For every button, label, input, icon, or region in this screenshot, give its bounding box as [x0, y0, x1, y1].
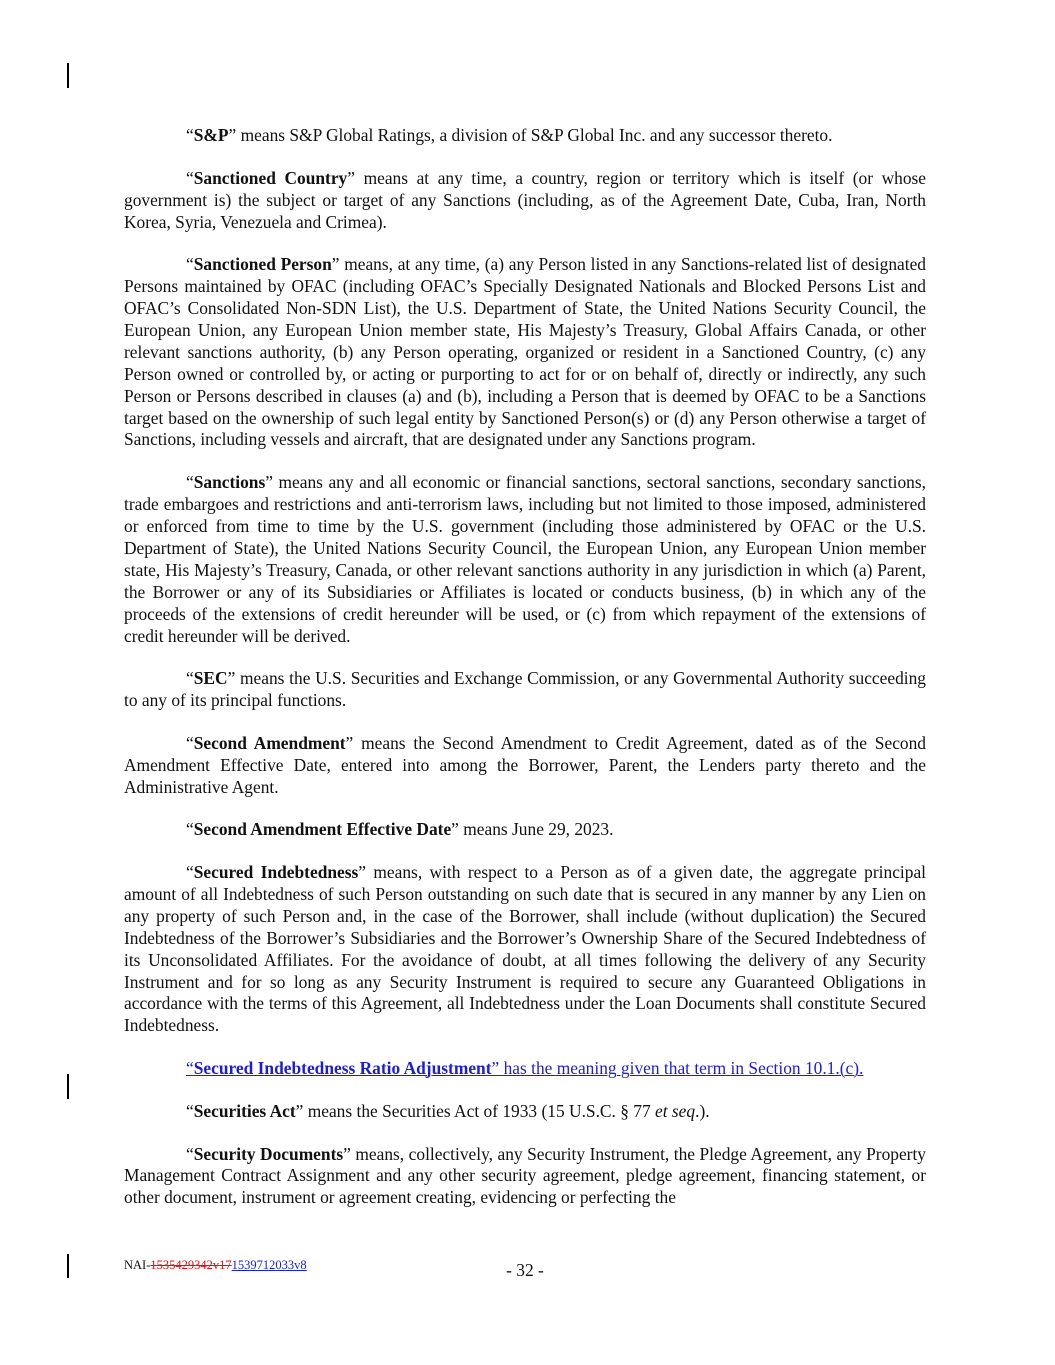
definition-term: Sanctions [193, 472, 266, 493]
definition-term: Second Amendment Effective Date [193, 819, 452, 840]
definition-securities-act: “Securities Act” means the Securities Act of 1933 (15 U.S.C. § 77 et seq.). [186, 1100, 710, 1121]
definition-term: S&P [193, 125, 229, 145]
page-footer [124, 1258, 926, 1288]
page-number: - 32 - [506, 1260, 544, 1280]
definition-sec: “SEC” means the U.S. Securities and Exchange Commission, or any Governmental Authority succeeding to any of its principal functions. [124, 668, 926, 711]
definition-text: means June 29, 2023. [458, 819, 614, 840]
definition-sanctioned-country: “Sanctioned Country” means at any time, a country, region or territory which is itself (or whose government is) the subject or target of any Sanctions (including, as of the Agreement Date, Cuba, Iran, North Korea, Syria, Venezuela and Crimea). [124, 167, 927, 232]
definition-term: Secured Indebtedness Ratio Adjustment [193, 1058, 492, 1079]
definition-sp: “S&P” means S&P Global Ratings, a division of S&P Global Inc. and any successor thereto. [186, 125, 833, 145]
definition-italic-text: et seq [655, 1100, 696, 1121]
definition-term: Security Documents [193, 1143, 344, 1164]
definition-sanctions: “Sanctions” means any and all economic or financial sanctions, sectoral sanctions, secondary sanctions, trade embargoes and restrictions and anti-terrorism laws, including but not limited to those imposed, administered or enforced from time to time by the U.S. government (including those administered by OFAC or the U.S. Department of State), the United Nations Security Council, the European Union, any European Union member state, His Majesty’s Treasury, Canada, or other relevant sanctions authority in any jurisdiction in which (a) Parent, the Borrower or any of its Subsidiaries or Affiliates is located or conducts business, (b) in which any of the proceeds of the extensions of credit hereunder will be used, or (c) from which repayment of the extensions of credit hereunder will be derived. [124, 472, 926, 646]
definition-text: means, with respect to a Person as of a given date, the aggregate principal amount of all Indebtedness of such Person outstanding on such date that is secured in any manner by any Lien on any property of such Person and, in the case of the Borrower, shall include (without duplication) the Secured Indebtedness of the Borrower’s Subsidiaries and the Borrower’s Ownership Share of the Secured Indebtedness of its Unconsolidated Affiliates. For the avoidance of doubt, at all times following the delivery of any Security Instrument and for so long as any Security Instrument is required to secure any Guaranteed Obligations in accordance with the terms of this Agreement, all Indebtedness under the Loan Documents shall constitute Secured Indebtedness. [124, 862, 926, 1036]
document-id-inserted: 1539712033v8 [231, 1258, 307, 1272]
definition-text: means the U.S. Securities and Exchange Commission, or any Governmental Authority succeeding to any of its principal functions. [124, 668, 926, 711]
definition-term: Secured Indebtedness [193, 862, 359, 883]
definition-term: Sanctioned Country [193, 167, 348, 188]
definition-sanctioned-person: “Sanctioned Person” means, at any time, (a) any Person listed in any Sanctions-related list of designated Persons maintained by OFAC (including OFAC’s Specially Designated Nationals and Blocked Persons List and OFAC’s Consolidated Non-SDN List), the U.S. Department of State, the United Nations Security Council, the European Union, any European Union member state, His Majesty’s Treasury, Global Affairs Canada, or other relevant sanctions authority, (b) any Person operating, organized or resident in a Sanctioned Country, (c) any Person owned or controlled by, or acting or purporting to act for or on behalf of, directly or indirectly, any such Person or Persons described in clauses (a) and (b), including a Person that is deemed by OFAC to be a Sanctions target based on the ownership of such legal entity by Sanctioned Person(s) or (d) any Person otherwise a target of Sanctions, including vessels and aircraft, that are designated under any Sanctions program. [124, 254, 926, 450]
definition-text: means the Securities Act of 1933 (15 U.S.C. § 77 [303, 1100, 656, 1121]
definition-term: Securities Act [193, 1100, 296, 1121]
definition-secured-indebtedness: “Secured Indebtedness” means, with respect to a Person as of a given date, the aggregate principal amount of all Indebtedness of such Person outstanding on such date that is secured in any manner by any Lien on any property of such Person and, in the case of the Borrower, shall include (without duplication) the Secured Indebtedness of the Borrower’s Subsidiaries and the Borrower’s Ownership Share of the Secured Indebtedness of its Unconsolidated Affiliates. For the avoidance of doubt, at all times following the delivery of any Security Instrument and for so long as any Security Instrument is required to secure any Guaranteed Obligations in accordance with the terms of this Agreement, all Indebtedness under the Loan Documents shall constitute Secured Indebtedness. [124, 862, 926, 1036]
definition-text: means any and all economic or financial sanctions, sectoral sanctions, secondary sanctions, trade embargoes and restrictions and anti-terrorism laws, including but not limited to those imposed, administered or enforced from time to time by the U.S. government (including those administered by OFAC or the U.S. Department of State), the United Nations Security Council, the European Union, any European Union member state, His Majesty’s Treasury, Canada, or other relevant sanctions authority in any jurisdiction in which (a) Parent, the Borrower or any of its Subsidiaries or Affiliates is located or conducts business, (b) in which any of the proceeds of the extensions of credit hereunder will be used, or (c) from which repayment of the extensions of credit hereunder will be derived. [124, 472, 926, 646]
definition-text: has the meaning given that term in Section 10.1.(c). [499, 1058, 864, 1079]
definition-text: means the Second Amendment to Credit Agreement, dated as of the Second Amendment Effective Date, entered into among the Borrower, Parent, the Lenders party thereto and the Administrative Agent. [124, 732, 926, 797]
definition-security-documents: “Security Documents” means, collectively, any Security Instrument, the Pledge Agreement, any Property Management Contract Assignment and any other security agreement, pledge agreement, financing statement, or other document, instrument or agreement creating, evidencing or perfecting the [124, 1143, 926, 1208]
document-id-prefix: NAI- [124, 1258, 151, 1272]
definitions-body [124, 125, 926, 1230]
document-id-deleted: 1535429342v17 [150, 1258, 232, 1272]
change-bar-footer [67, 1254, 69, 1278]
definition-text: means, collectively, any Security Instrument, the Pledge Agreement, any Property Management Contract Assignment and any other security agreement, pledge agreement, financing statement, or other document, instrument or agreement creating, evidencing or perfecting the [124, 1143, 926, 1208]
definition-term: Second Amendment [193, 732, 346, 753]
definition-text: means at any time, a country, region or territory which is itself (or whose government is) the subject or target of any Sanctions (including, as of the Agreement Date, Cuba, Iran, North Korea, Syria, Venezuela and Crimea). [124, 167, 927, 232]
definition-secured-indebtedness-ratio-adjustment [124, 1058, 926, 1080]
definition-term: SEC [193, 668, 228, 689]
definition-second-amendment: “Second Amendment” means the Second Amendment to Credit Agreement, dated as of the Second Amendment Effective Date, entered into among the Borrower, Parent, the Lenders party thereto and the Administrative Agent. [124, 732, 926, 797]
definition-term: Sanctioned Person [193, 254, 332, 275]
definition-second-amendment-effective-date: “Second Amendment Effective Date” means June 29, 2023. [186, 819, 614, 840]
definition-text: means S&P Global Ratings, a division of S&P Global Inc. and any successor thereto. [236, 125, 833, 145]
change-bar-top [67, 63, 69, 88]
inserted-text: “Secured Indebtedness Ratio Adjustment” has the meaning given that term in Section 10.1.(c). [186, 1058, 864, 1079]
change-bar-inserted-definition [67, 1074, 69, 1099]
definition-text-end: .). [695, 1100, 710, 1121]
definition-text: means, at any time, (a) any Person listed in any Sanctions-related list of designated Persons maintained by OFAC (including OFAC’s Specially Designated Nationals and Blocked Persons List and OFAC’s Consolidated Non-SDN List), the U.S. Department of State, the United Nations Security Council, the European Union, any European Union member state, His Majesty’s Treasury, Global Affairs Canada, or other relevant sanctions authority, (b) any Person operating, organized or resident in a Sanctioned Country, (c) any Person owned or controlled by, or acting or purporting to act for or on behalf of, directly or indirectly, any such Person or Persons described in clauses (a) and (b), including a Person that is deemed by OFAC to be a Sanctions target based on the ownership of such legal entity by Sanctioned Person(s) or (d) any Person otherwise a target of Sanctions, including vessels and aircraft, that are designated under any Sanctions program. [124, 254, 926, 450]
